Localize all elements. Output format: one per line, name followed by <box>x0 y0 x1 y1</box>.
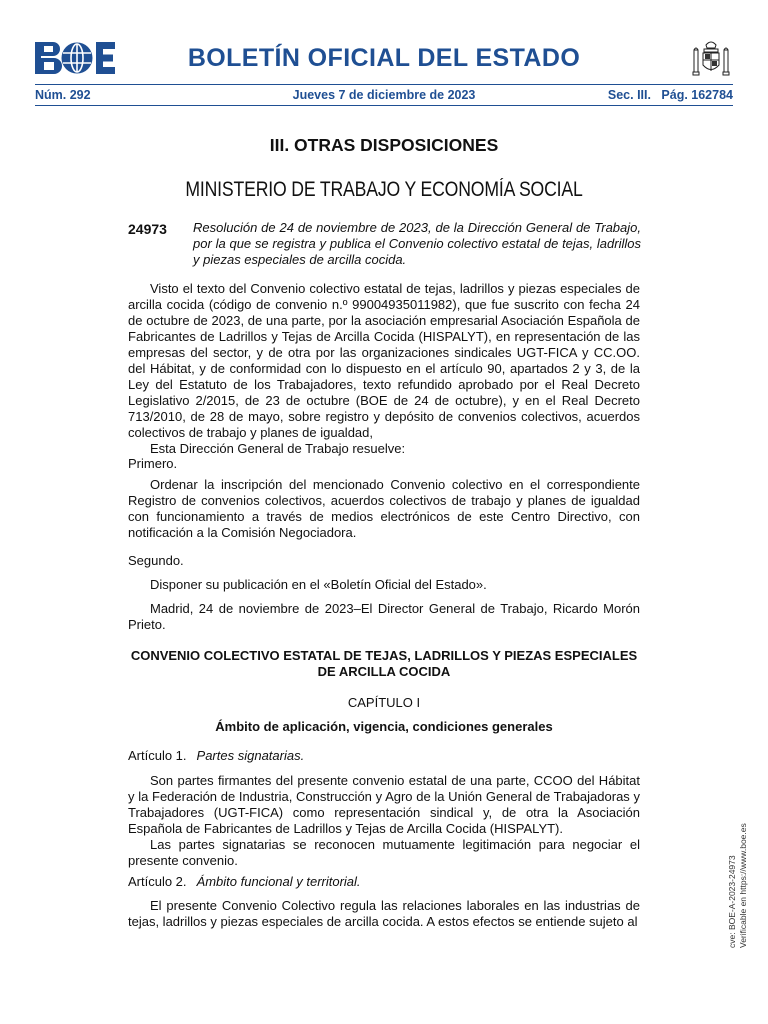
ministry-name: MINISTERIO DE TRABAJO Y ECONOMÍA SOCIAL <box>185 178 583 201</box>
signature-paragraph: Madrid, 24 de noviembre de 2023–El Director General de Trabajo, Ricardo Morón Prieto. <box>128 601 640 632</box>
section-title: III. OTRAS DISPOSICIONES <box>269 135 499 155</box>
boe-logo <box>35 42 115 74</box>
resolution-number: 24973 <box>128 221 167 237</box>
header-rule-top <box>35 84 733 85</box>
article-1-block <box>128 773 640 869</box>
segundo-heading: Segundo. <box>128 553 184 568</box>
issue-date: Jueves 7 de diciembre de 2023 <box>292 88 476 102</box>
body-intro-block <box>128 281 640 457</box>
signature-block <box>128 601 640 633</box>
primero-block <box>128 477 640 541</box>
gazette-title: BOLETÍN OFICIAL DEL ESTADO <box>187 44 581 72</box>
segundo-block <box>128 577 640 593</box>
chapter-label: CAPÍTULO I <box>347 695 421 710</box>
article-1-label: Artículo 1. <box>128 748 187 763</box>
chapter-title: Ámbito de aplicación, vigencia, condiciones generales <box>215 719 553 734</box>
cve-code: cve: BOE-A-2023-24973 <box>727 855 737 948</box>
article-2-block <box>128 898 640 930</box>
article-2-title: Ámbito funcional y territorial. <box>196 874 361 889</box>
resolution-title: Resolución de 24 de noviembre de 2023, de la Dirección General de Trabajo, por la que se registra y publica el Convenio colectivo estatal de tejas, ladrillos y piezas especiales de arcilla cocida. <box>193 220 641 267</box>
primero-heading: Primero. <box>128 456 178 471</box>
article-2-heading <box>128 874 361 890</box>
article-2-paragraph-1: El presente Convenio Colectivo regula las relaciones laborales en las industrias de tejas, ladrillos y piezas especiales de arcilla cocida. A estos efectos se entiende sujeto al <box>128 898 640 929</box>
segundo-paragraph: Disponer su publicación en el «Boletín Oficial del Estado». <box>150 577 487 592</box>
verify-url: Verificable en https://www.boe.es <box>738 823 748 948</box>
resolve-paragraph: Esta Dirección General de Trabajo resuelve: <box>150 441 406 456</box>
issue-number: Núm. 292 <box>35 88 91 102</box>
side-verification <box>727 823 749 948</box>
primero-paragraph: Ordenar la inscripción del mencionado Convenio colectivo en el correspondiente Registro de convenios colectivos, acuerdos colectivos de trabajo y planes de igualdad con funcionamiento a través de medios electrónicos de este Centro Directivo, con notificación a la Comisión Negociadora. <box>128 477 640 540</box>
coat-of-arms-icon <box>690 38 732 80</box>
article-2-label: Artículo 2. <box>128 874 187 889</box>
segundo-label <box>128 553 640 569</box>
convenio-title: CONVENIO COLECTIVO ESTATAL DE TEJAS, LADRILLOS Y PIEZAS ESPECIALES DE ARCILLA COCIDA <box>130 648 638 679</box>
primero-label <box>128 456 640 472</box>
intro-paragraph: Visto el texto del Convenio colectivo estatal de tejas, ladrillos y piezas especiales de arcilla cocida (código de convenio n.º 99004935011982), que fue suscrito con fecha 24 de octubre de 2023, de una parte, por la asociación empresarial Asociación Española de Fabricantes de Ladrillos y Tejas de Arcilla Cocida (HISPALYT), en representación de las empresas del sector, y de otra por las organizaciones sindicales UGT-FICA y CC.OO. del Hábitat, y de conformidad con lo dispuesto en el artículo 90, apartados 2 y 3, de la Ley del Estatuto de los Trabajadores, texto refundido aprobado por el Real Decreto Legislativo 2/2015, de 23 de octubre (BOE de 24 de octubre), y en el Real Decreto 713/2010, de 28 de mayo, sobre registro y depósito de convenios colectivos, acuerdos colectivos de trabajo y planes de igualdad, <box>128 281 640 440</box>
article-1-paragraph-2: Las partes signatarias se reconocen mutuamente legitimación para negociar el presente convenio. <box>128 837 640 868</box>
section-label: Sec. III. <box>607 88 651 102</box>
page-number: Pág. 162784 <box>661 88 733 102</box>
article-1-heading <box>128 748 304 764</box>
article-1-title: Partes signatarias. <box>196 748 305 763</box>
article-1-paragraph-1: Son partes firmantes del presente convenio estatal de una parte, CCOO del Hábitat y la Federación de Industria, Construcción y Agro de la Unión General de Trabajadoras y Trabajadores (UGT-FICA) como representación sindical y, de otra la Asociación Española de Fabricantes de Ladrillos y Tejas de Arcilla Cocida (HISPALYT). <box>128 773 640 836</box>
section-page <box>608 88 733 102</box>
header-rule-bottom <box>35 105 733 106</box>
